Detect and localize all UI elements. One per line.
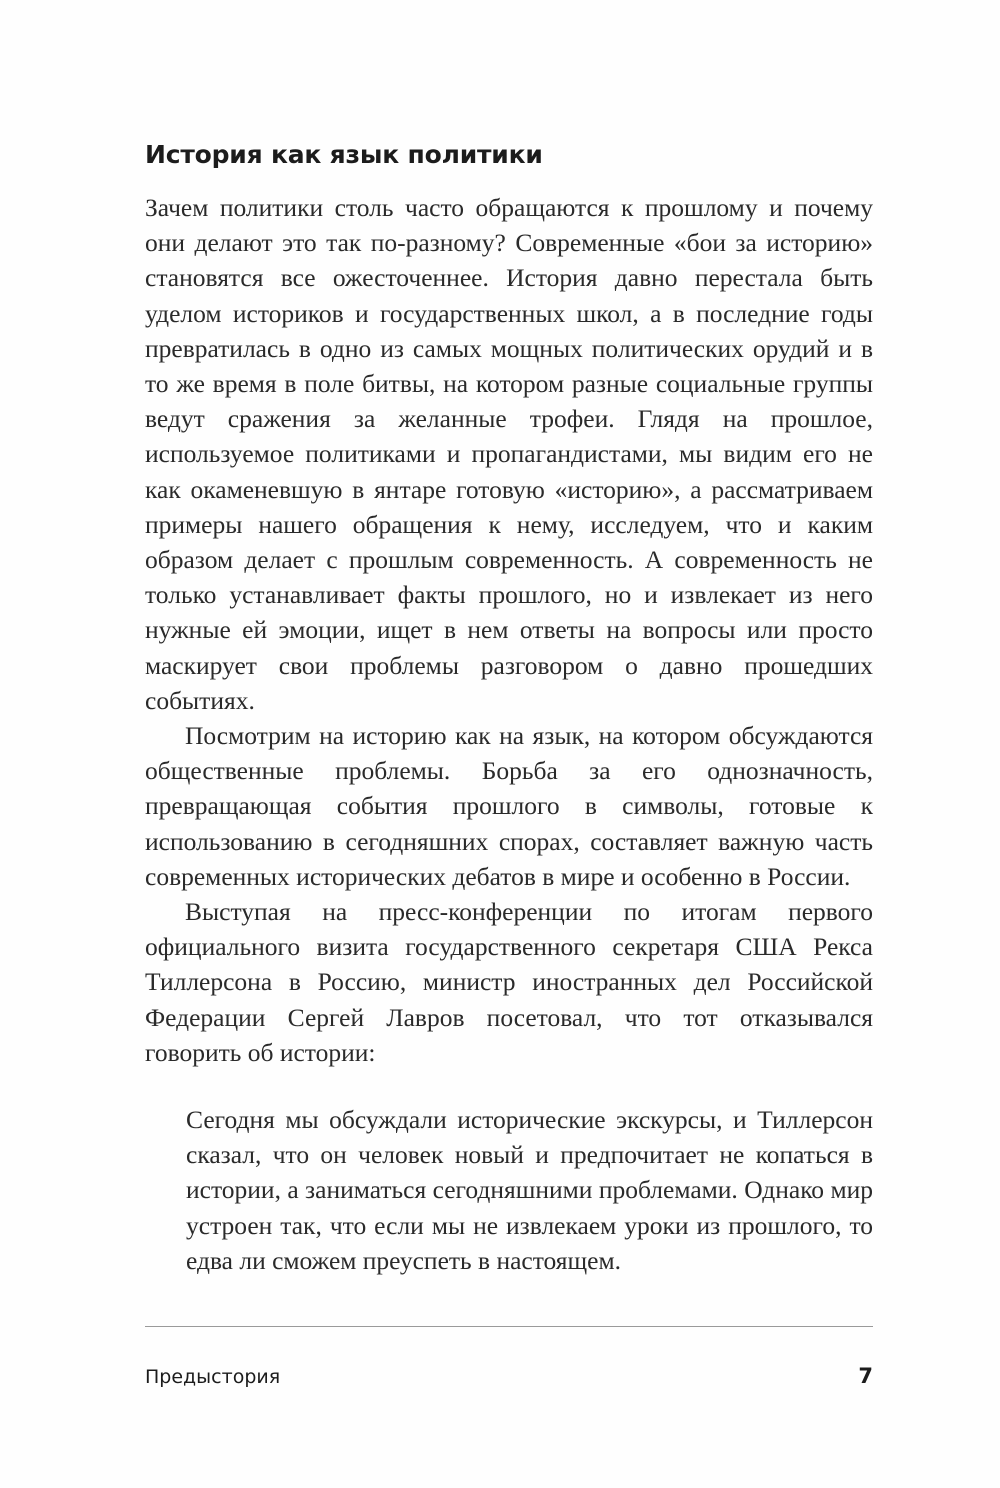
- footer-divider: [145, 1326, 873, 1327]
- paragraph-2: Посмотрим на историю как на язык, на котором обсуждаются общественные проблемы. Борьба за его однозначность, превращающая события прошлого в символы, готовые к использованию в сегодняшних спорах, составляет важную часть современных исторических дебатов в мире и особенно в России.: [145, 721, 873, 891]
- body-text: [145, 190, 873, 1070]
- block-quote: Сегодня мы обсуждали исторические экскурсы, и Тиллерсон сказал, что он человек новый и предпочитает не копаться в истории, а заниматься сегодняшними проблемами. Однако мир устроен так, что если мы не извлекаем уроки из прошлого, то едва ли сможем преуспеть в настоящем.: [186, 1105, 873, 1275]
- page-number: 7: [858, 1364, 873, 1388]
- paragraph-1: Зачем политики столь часто обращаются к прошлому и почему они делают это так по-разному? Современные «бои за историю» становятся все ожесточеннее. История давно перестала быть уделом историков и государственных школ, а в последние годы превратилась в одно из самых мощных политических орудий и в то же время в поле битвы, на котором разные социальные группы ведут сражения за желанные трофеи. Глядя на прошлое, используемое политиками и пропагандистами, мы видим его не как окаменевшую в янтаре готовую «историю», а рассматриваем примеры нашего обращения к нему, исследуем, что и каким образом делает с прошлым современность. А современность не только устанавливает факты прошлого, но и извлекает из него нужные ей эмоции, ищет в нем ответы на вопросы или просто маскирует свои проблемы разговором о давно прошедших событиях.: [145, 193, 873, 715]
- section-heading: История как язык политики: [145, 140, 543, 169]
- paragraph-3: Выступая на пресс-конференции по итогам первого официального визита государственного секретаря США Рекса Тиллерсона в Россию, министр иностранных дел Российской Федерации Сергей Лавров посетовал, что тот отказывался говорить об истории:: [145, 897, 873, 1067]
- running-footer-title: Предыстория: [145, 1366, 281, 1388]
